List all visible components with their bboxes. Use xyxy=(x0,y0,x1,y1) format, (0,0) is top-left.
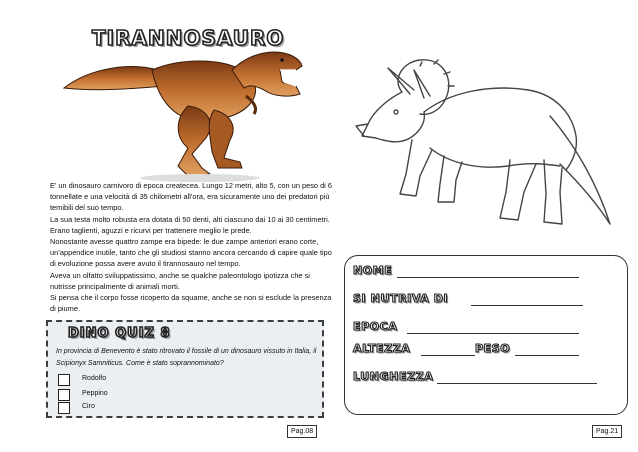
dinosaur-info-card xyxy=(344,255,628,415)
quiz-option[interactable] xyxy=(58,389,258,401)
field-label-diet: SI NUTRIVA DI xyxy=(353,292,449,305)
dino-quiz-box xyxy=(46,320,324,418)
paragraph: Si pensa che il corpo fosse ricoperto da squame, anche se non si esclude la presenza di piume. xyxy=(50,293,332,314)
quiz-title: DINO QUIZ 8 xyxy=(68,326,171,341)
field-line[interactable] xyxy=(515,355,579,356)
option-label: Ciro xyxy=(82,403,95,410)
field-line[interactable] xyxy=(437,383,597,384)
tyrannosaurus-illustration xyxy=(60,40,310,185)
triceratops-outline-drawing xyxy=(340,52,630,247)
dinosaur-title: TIRANNOSAURO xyxy=(92,26,285,50)
description-text xyxy=(50,180,335,314)
checkbox[interactable] xyxy=(58,402,70,414)
paragraph: E’ un dinosauro carnivoro di epoca createcea. Lungo 12 metri, alto 5, con un peso di 6 tonnellate e una velocità di 35 chilometri all'ora, era sicuramente uno dei predatori più temibili del suo tempo. xyxy=(50,181,332,213)
field-label-height: ALTEZZA xyxy=(353,342,411,355)
field-label-name: NOME xyxy=(353,264,393,277)
field-line[interactable] xyxy=(471,305,583,306)
paragraph: Nonostante avesse quattro zampe era bipede: le due zampe anteriori erano corte, un’appendice inutile, tanto che gli studiosi stanno ancora cercando di capire quale tipo di evoluzione possa avere avuto il tirannosauro nel tempo. xyxy=(50,237,332,269)
field-label-length: LUNGHEZZA xyxy=(353,370,434,383)
option-label: Peppino xyxy=(82,390,108,397)
checkbox[interactable] xyxy=(58,389,70,401)
paragraph: La sua testa molto robusta era dotata di 50 denti, alti ciascuno dai 10 ai 30 centimetri. Erano taglienti, aguzzi e ricurvi per trattenere meglio le prede. xyxy=(50,214,330,235)
field-line[interactable] xyxy=(397,277,579,278)
checkbox[interactable] xyxy=(58,374,70,386)
quiz-option[interactable] xyxy=(58,374,258,386)
paragraph: Aveva un olfatto sviluppatissimo, anche se qualche paleontologo ipotizza che si nutrisse principalmente di animali morti. xyxy=(50,270,310,291)
field-line[interactable] xyxy=(407,333,579,334)
quiz-option[interactable] xyxy=(58,402,258,414)
field-label-epoch: EPOCA xyxy=(353,320,398,333)
page-number-right: Pag.21 xyxy=(592,425,622,438)
field-line[interactable] xyxy=(421,355,475,356)
field-label-weight: PESO xyxy=(475,342,511,355)
option-label: Rodolfo xyxy=(82,375,107,382)
quiz-question: In provincia di Benevento è stato ritrovato il fossile di un dinosauro vissuto in Italia, il Scipionyx Samniticus. Come è stato soprannominato? xyxy=(56,348,317,368)
page-number-left: Pag.08 xyxy=(287,425,317,438)
